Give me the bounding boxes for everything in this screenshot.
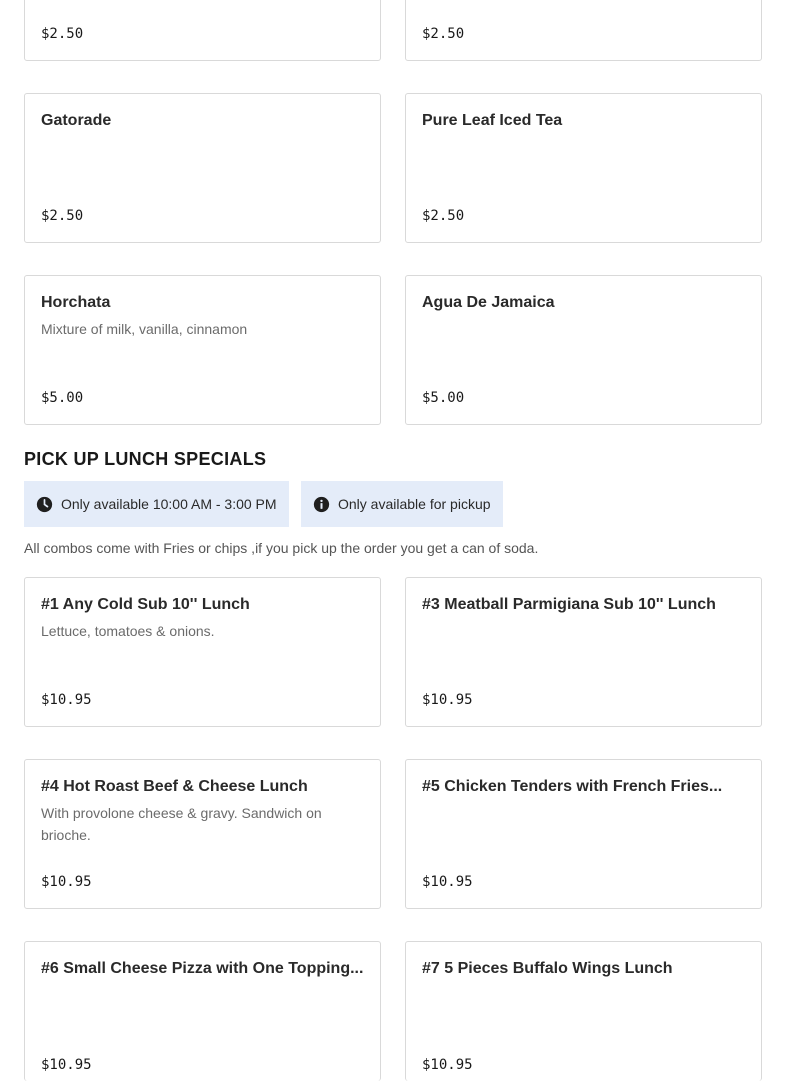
item-name: Gatorade [41,112,112,129]
item-price: $10.95 [422,692,473,708]
availability-pickup-badge [301,481,503,527]
item-price: $2.50 [41,26,84,42]
item-price: $2.50 [422,208,465,224]
item-name: #6 Small Cheese Pizza with One Topping... [41,960,364,977]
menu-item-horchata[interactable] [24,275,381,425]
item-name: #4 Hot Roast Beef & Cheese Lunch [41,778,308,795]
clock-icon [36,496,53,513]
menu-item-lunch-3[interactable] [405,577,762,727]
menu-item-pure-leaf-iced-tea[interactable] [405,93,762,243]
item-price: $10.95 [41,1057,92,1073]
item-description: With provolone cheese & gravy. Sandwich on brioche. [41,805,322,843]
availability-time-badge [24,481,289,527]
item-name: Agua De Jamaica [422,294,555,311]
item-description: Mixture of milk, vanilla, cinnamon [41,321,248,337]
menu-item-card[interactable] [405,0,762,61]
menu-item-lunch-1[interactable] [24,577,381,727]
menu-item-gatorade[interactable] [24,93,381,243]
menu-item-lunch-7[interactable] [405,941,762,1081]
menu-item-lunch-4[interactable] [24,759,381,909]
item-price: $5.00 [422,390,465,406]
item-price: $2.50 [422,26,465,42]
menu-item-lunch-5[interactable] [405,759,762,909]
section-title-lunch-specials: PICK UP LUNCH SPECIALS [24,449,267,469]
item-name: Horchata [41,294,111,311]
menu-item-lunch-6[interactable] [24,941,381,1081]
availability-time-text: Only available 10:00 AM - 3:00 PM [61,496,277,512]
item-name: #5 Chicken Tenders with French Fries... [422,778,723,795]
item-price: $10.95 [41,692,92,708]
item-name: #1 Any Cold Sub 10'' Lunch [41,596,250,613]
item-price: $10.95 [422,1057,473,1073]
item-name: #7 5 Pieces Buffalo Wings Lunch [422,960,673,977]
item-price: $2.50 [41,208,84,224]
section-description: All combos come with Fries or chips ,if you pick up the order you get a can of soda. [24,540,539,556]
item-price: $10.95 [41,874,92,890]
menu-item-card[interactable] [24,0,381,61]
item-description: Lettuce, tomatoes & onions. [41,623,215,639]
info-icon [313,496,330,513]
item-price: $5.00 [41,390,84,406]
menu-item-agua-de-jamaica[interactable] [405,275,762,425]
item-name: #3 Meatball Parmigiana Sub 10'' Lunch [422,596,716,613]
item-name: Pure Leaf Iced Tea [422,112,563,129]
item-price: $10.95 [422,874,473,890]
availability-pickup-text: Only available for pickup [338,496,491,512]
